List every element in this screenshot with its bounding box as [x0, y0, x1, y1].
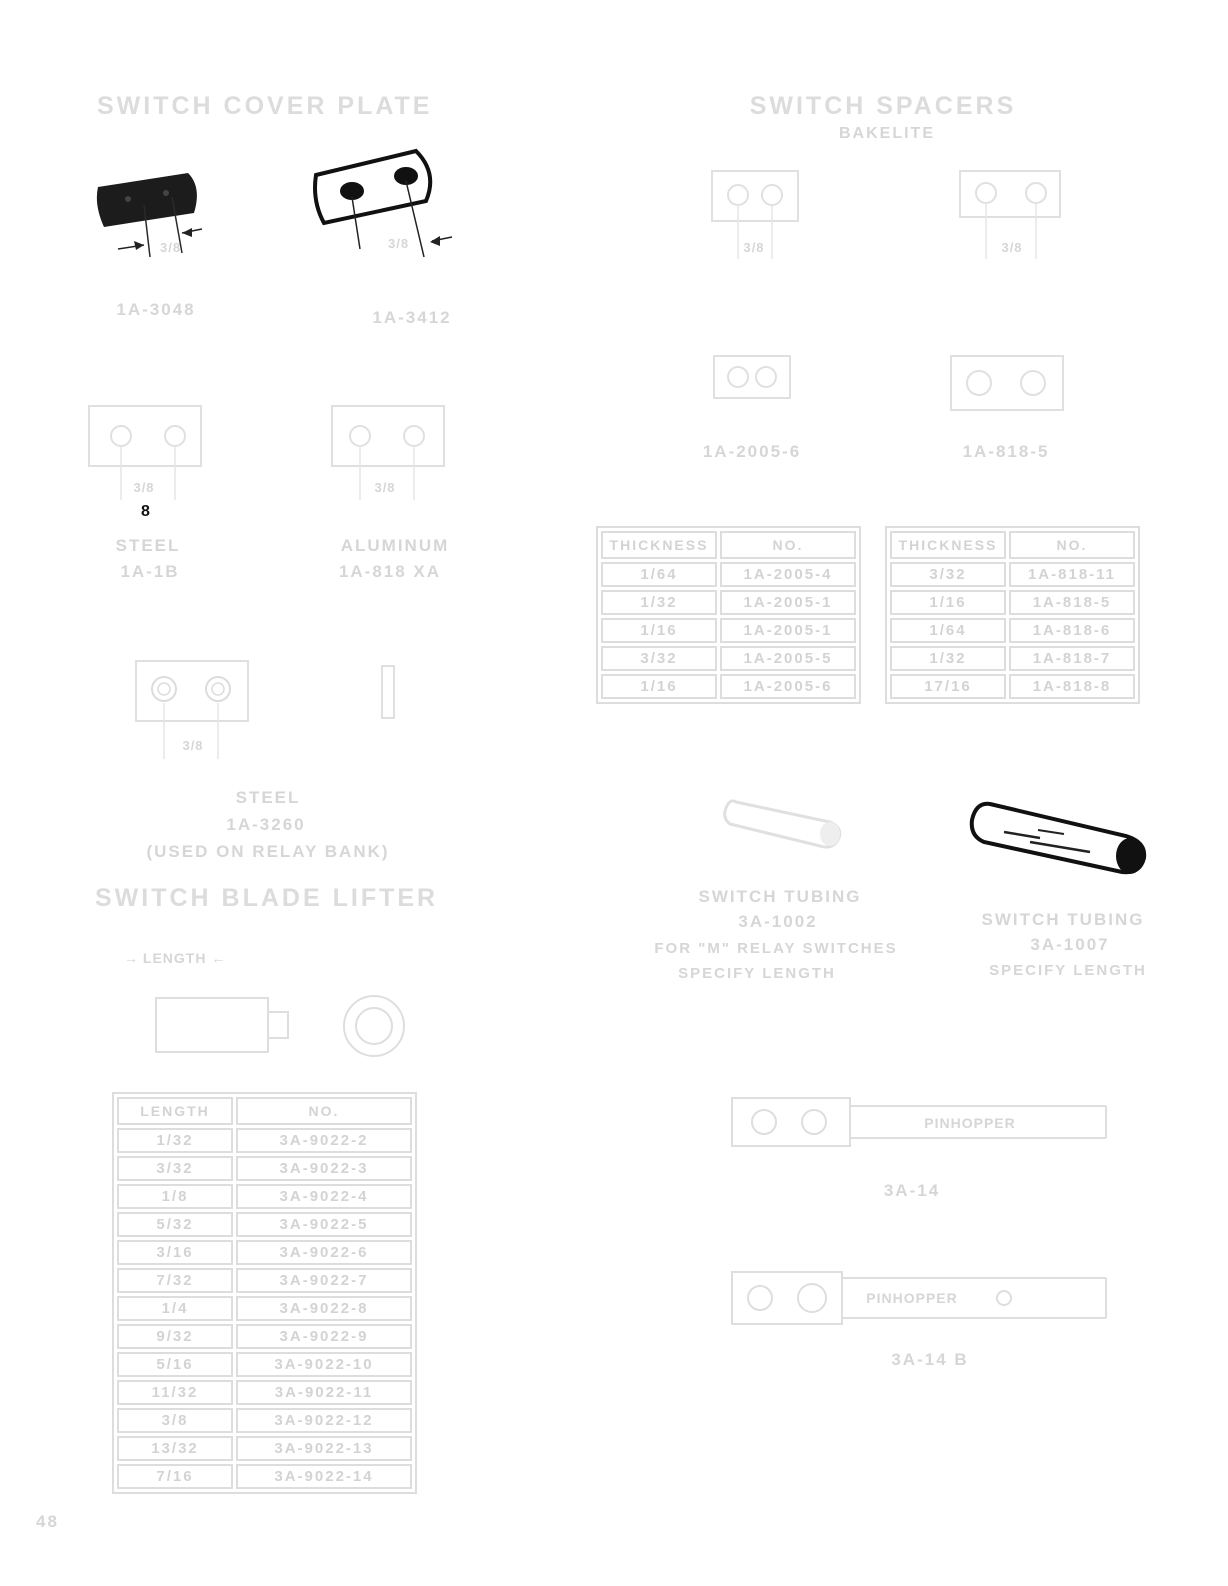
table-row	[890, 618, 1135, 643]
lifter-length-cell: 3/32	[117, 1156, 233, 1181]
page-number: 48	[36, 1512, 59, 1531]
outlined-cover-plate-drawing	[312, 145, 462, 265]
part-no-cell: 1A-818-7	[1009, 646, 1135, 671]
spacer-drawing-top-left	[700, 165, 810, 275]
part-no-cell: 1A-818-6	[1009, 618, 1135, 643]
table-row	[117, 1324, 412, 1349]
table-row	[117, 1436, 412, 1461]
blade-lifter-length-label: → LENGTH ←	[124, 950, 226, 966]
lifter-length-cell: 7/32	[117, 1268, 233, 1293]
spacer-drawing-mid-left	[708, 350, 798, 410]
spacer-dim-fraction: 3/8	[743, 240, 765, 255]
pinhopper-upper-part: 3A-14	[883, 1181, 941, 1200]
relay-part: 1A-3260	[226, 815, 306, 834]
lifter-no-cell: 3A-9022-14	[236, 1464, 412, 1489]
switch-cover-plate-title: SWITCH COVER PLATE	[97, 92, 433, 120]
table-row	[117, 1128, 412, 1153]
table-row	[117, 1212, 412, 1237]
spacer-left-header-no: NO.	[720, 531, 856, 559]
lifter-no-cell: 3A-9022-10	[236, 1352, 412, 1377]
part-no-cell: 1A-818-5	[1009, 590, 1135, 615]
lifter-length-cell: 13/32	[117, 1436, 233, 1461]
spacer-table-left-wrap	[596, 526, 861, 704]
lifter-length-cell: 1/8	[117, 1184, 233, 1209]
thickness-cell: 17/16	[890, 674, 1006, 699]
black-cover-plate-drawing	[90, 165, 210, 265]
switch-blade-lifter-title: SWITCH BLADE LIFTER	[95, 884, 439, 912]
spacer-part-left: 1A-2005-6	[702, 442, 802, 461]
switch-spacers-title: SWITCH SPACERS	[749, 92, 1017, 120]
tubing-right-part: 3A-1007	[1030, 935, 1110, 954]
thickness-cell: 1/32	[890, 646, 1006, 671]
steel-label: STEEL	[115, 536, 181, 555]
table-row	[117, 1268, 412, 1293]
cover-plate-part-left: 1A-3048	[116, 300, 196, 319]
lifter-no-cell: 3A-9022-6	[236, 1240, 412, 1265]
lifter-no-cell: 3A-9022-13	[236, 1436, 412, 1461]
aluminum-dim-fraction: 3/8	[374, 480, 396, 495]
thickness-cell: 3/32	[601, 646, 717, 671]
part-no-cell: 1A-2005-6	[720, 674, 856, 699]
table-row	[890, 562, 1135, 587]
lifter-length-cell: 5/32	[117, 1212, 233, 1237]
spacer-drawing-top-right	[952, 165, 1072, 275]
tubing-left-part: 3A-1002	[738, 912, 818, 931]
part-no-cell: 1A-2005-1	[720, 590, 856, 615]
pinhopper-lower-text: PINHOPPER	[866, 1290, 958, 1306]
spacer-table-right-wrap	[885, 526, 1140, 704]
spacer-dim-fraction-2: 3/8	[1001, 240, 1023, 255]
table-row	[601, 674, 856, 699]
spacer-right-header-no: NO.	[1009, 531, 1135, 559]
table-row	[601, 562, 856, 587]
spacer-table-left	[596, 526, 861, 704]
lifter-length-cell: 9/32	[117, 1324, 233, 1349]
thickness-cell: 1/32	[601, 590, 717, 615]
lifter-length-cell: 11/32	[117, 1380, 233, 1405]
table-row	[117, 1296, 412, 1321]
table-row	[117, 1240, 412, 1265]
thickness-cell: 1/64	[890, 618, 1006, 643]
table-row	[117, 1156, 412, 1181]
table-row	[890, 590, 1135, 615]
table-row	[117, 1352, 412, 1377]
lifter-no-cell: 3A-9022-8	[236, 1296, 412, 1321]
pinhopper-upper-text: PINHOPPER	[924, 1115, 1016, 1131]
part-no-cell: 1A-2005-4	[720, 562, 856, 587]
spacer-table-right	[885, 526, 1140, 704]
relay-plate-side-view	[378, 662, 398, 722]
tubing-right-spec: SPECIFY LENGTH	[989, 962, 1147, 979]
thickness-cell: 1/16	[890, 590, 1006, 615]
lifter-no-cell: 3A-9022-3	[236, 1156, 412, 1181]
blade-lifter-table-wrap	[112, 1092, 417, 1494]
tubing-right-title: SWITCH TUBING	[981, 910, 1145, 929]
thickness-cell: 3/32	[890, 562, 1006, 587]
steel-part: 1A-1B	[120, 562, 180, 581]
table-row	[890, 646, 1135, 671]
tubing-drawing-black	[968, 796, 1152, 880]
relay-steel-label: STEEL	[235, 788, 301, 807]
thickness-cell: 1/16	[601, 674, 717, 699]
table-row	[601, 590, 856, 615]
table-row	[117, 1380, 412, 1405]
lifter-length-cell: 1/32	[117, 1128, 233, 1153]
switch-spacers-subtitle: BAKELITE	[839, 125, 935, 142]
length-label-text: LENGTH	[142, 950, 207, 966]
relay-bank-plate-drawing	[130, 655, 260, 775]
aluminum-label: ALUMINUM	[340, 536, 450, 555]
steel-dim-fraction: 3/8	[133, 480, 155, 495]
spacer-drawing-mid-right	[945, 350, 1075, 420]
aluminum-part: 1A-818 XA	[338, 562, 442, 581]
blade-lifter-table	[112, 1092, 417, 1494]
lifter-length-cell: 3/16	[117, 1240, 233, 1265]
tubing-left-note: FOR "M" RELAY SWITCHES	[654, 940, 898, 957]
lifter-no-cell: 3A-9022-5	[236, 1212, 412, 1237]
lifter-length-cell: 5/16	[117, 1352, 233, 1377]
thickness-cell: 1/16	[601, 618, 717, 643]
blade-lifter-drawing	[150, 990, 420, 1060]
spacer-part-right: 1A-818-5	[962, 442, 1050, 461]
part-no-cell: 1A-818-11	[1009, 562, 1135, 587]
lifter-no-cell: 3A-9022-4	[236, 1184, 412, 1209]
relay-note: (USED ON RELAY BANK)	[146, 842, 390, 861]
table-row	[890, 674, 1135, 699]
part-no-cell: 1A-818-8	[1009, 674, 1135, 699]
table-row	[117, 1408, 412, 1433]
table-row	[601, 618, 856, 643]
part-no-cell: 1A-2005-5	[720, 646, 856, 671]
lifter-no-cell: 3A-9022-9	[236, 1324, 412, 1349]
part-no-cell: 1A-2005-1	[720, 618, 856, 643]
thickness-cell: 1/64	[601, 562, 717, 587]
tubing-left-title: SWITCH TUBING	[698, 887, 862, 906]
lifter-header-length: LENGTH	[117, 1097, 233, 1125]
lifter-no-cell: 3A-9022-12	[236, 1408, 412, 1433]
lifter-no-cell: 3A-9022-11	[236, 1380, 412, 1405]
lifter-length-cell: 3/8	[117, 1408, 233, 1433]
lifter-no-cell: 3A-9022-2	[236, 1128, 412, 1153]
table-row	[117, 1184, 412, 1209]
lifter-length-cell: 1/4	[117, 1296, 233, 1321]
relay-dim-fraction: 3/8	[182, 738, 204, 753]
spacer-right-header-thickness: THICKNESS	[890, 531, 1006, 559]
tubing-left-spec: SPECIFY LENGTH	[678, 965, 836, 982]
table-row	[117, 1464, 412, 1489]
table-row	[601, 646, 856, 671]
pinhopper-upper-drawing	[728, 1094, 1112, 1150]
pinhopper-lower-part: 3A-14 B	[891, 1350, 969, 1369]
lifter-no-cell: 3A-9022-7	[236, 1268, 412, 1293]
stray-mark: 8	[141, 503, 150, 520]
lifter-header-no: NO.	[236, 1097, 412, 1125]
dim-fraction-2: 3/8	[388, 236, 410, 251]
tubing-drawing-faded	[722, 788, 852, 858]
cover-plate-part-right: 1A-3412	[372, 308, 452, 327]
lifter-length-cell: 7/16	[117, 1464, 233, 1489]
dim-fraction: 3/8	[160, 240, 182, 255]
spacer-left-header-thickness: THICKNESS	[601, 531, 717, 559]
